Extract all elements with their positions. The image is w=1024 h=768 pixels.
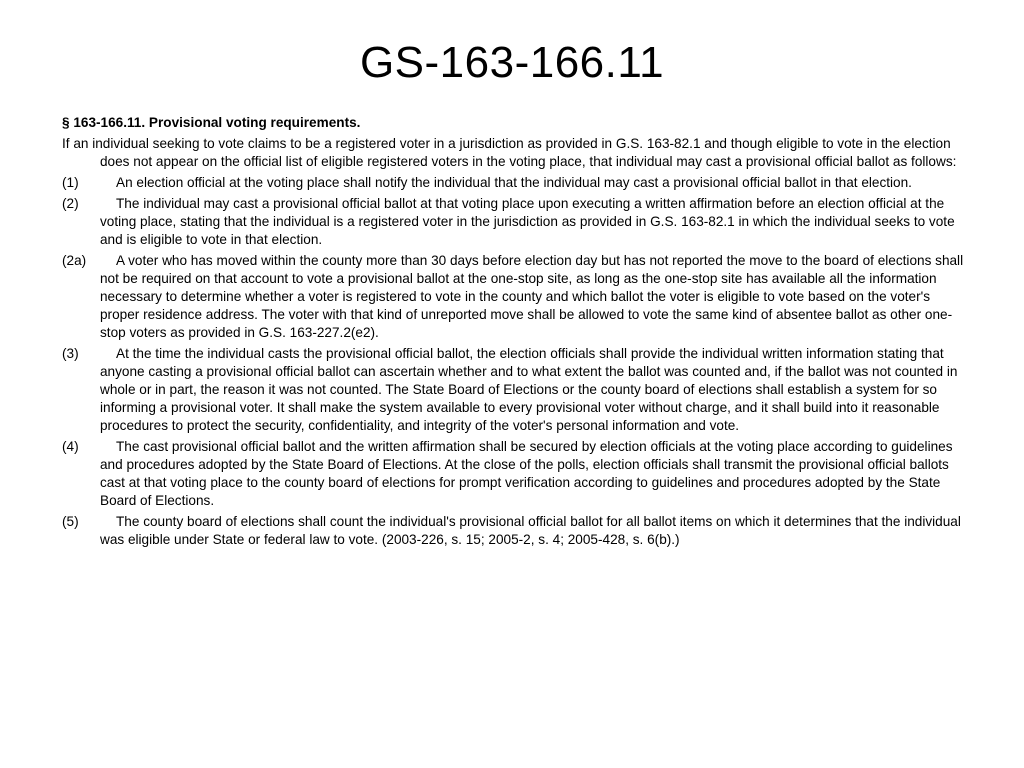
intro-paragraph: If an individual seeking to vote claims to be a registered voter in a jurisdiction as provided in G.S. 163-82.1 and though eligible to vote in the election does not appear on the official list of eligible registered voters in the voting place, that individual may cast a provisional official ballot as follows: (62, 136, 957, 169)
section-heading: § 163-166.11. Provisional voting requirements. (62, 115, 361, 130)
item-number: (5) (62, 514, 79, 529)
item-text: At the time the individual casts the provisional official ballot, the election officials shall provide the individual written information stating that anyone casting a provisional official ballot can ascertain whether and to what extent the ballot was counted and, if the ballot was not counted in whole or in part, the reason it was not counted. The State Board of Elections or the county board of elections shall establish a system for so informing a provisional voter. It shall make the system available to every provisional voter without charge, and it shall build into it reasonable procedures to protect the security, confidentiality, and integrity of the voter's personal information and vote. (100, 346, 958, 433)
item-number: (4) (62, 439, 79, 454)
statute-text (62, 114, 968, 552)
item-text: The individual may cast a provisional official ballot at that voting place upon executing a written affirmation before an election official at the voting place, stating that the individual is a registered voter in the jurisdiction as provided in G.S. 163-82.1 in which the individual seeks to vote and is eligible to vote in that election. (100, 196, 955, 247)
list-item-3 (62, 345, 968, 435)
list-item-2 (62, 195, 968, 249)
list-item-2a (62, 252, 968, 342)
item-number: (2a) (62, 253, 87, 268)
item-text: An election official at the voting place shall notify the individual that the individual may cast a provisional official ballot in that election. (116, 175, 912, 190)
list-item-5 (62, 513, 968, 549)
item-number: (3) (62, 346, 79, 361)
item-number: (2) (62, 196, 79, 211)
list-item-1 (62, 174, 968, 192)
item-number: (1) (62, 175, 79, 190)
item-text: The county board of elections shall count the individual's provisional official ballot for all ballot items on which it determines that the individual was eligible under State or federal law to vote. (2003-226, s. 15; 2005-2, s. 4; 2005-428, s. 6(b).) (100, 514, 961, 547)
item-text: A voter who has moved within the county more than 30 days before election day but has not reported the move to the board of elections shall not be required on that account to vote a provisional ballot at the one-stop site, as long as the one-stop site has available all the information necessary to determine whether a voter is registered to vote in the county and which ballot the voter is eligible to vote based on the voter's proper residence address. The voter with that kind of unreported move shall be allowed to vote the same kind of absentee ballot as other one-stop voters as provided in G.S. 163-227.2(e2). (100, 253, 964, 340)
slide-title: GS-163-166.11 (359, 38, 665, 87)
item-text: The cast provisional official ballot and the written affirmation shall be secured by election officials at the voting place according to guidelines and procedures adopted by the State Board of Elections. At the close of the polls, election officials shall transmit the provisional official ballots cast at that voting place to the county board of elections for prompt verification according to guidelines and procedures adopted by the State Board of Elections. (100, 439, 953, 508)
list-item-4 (62, 438, 968, 510)
